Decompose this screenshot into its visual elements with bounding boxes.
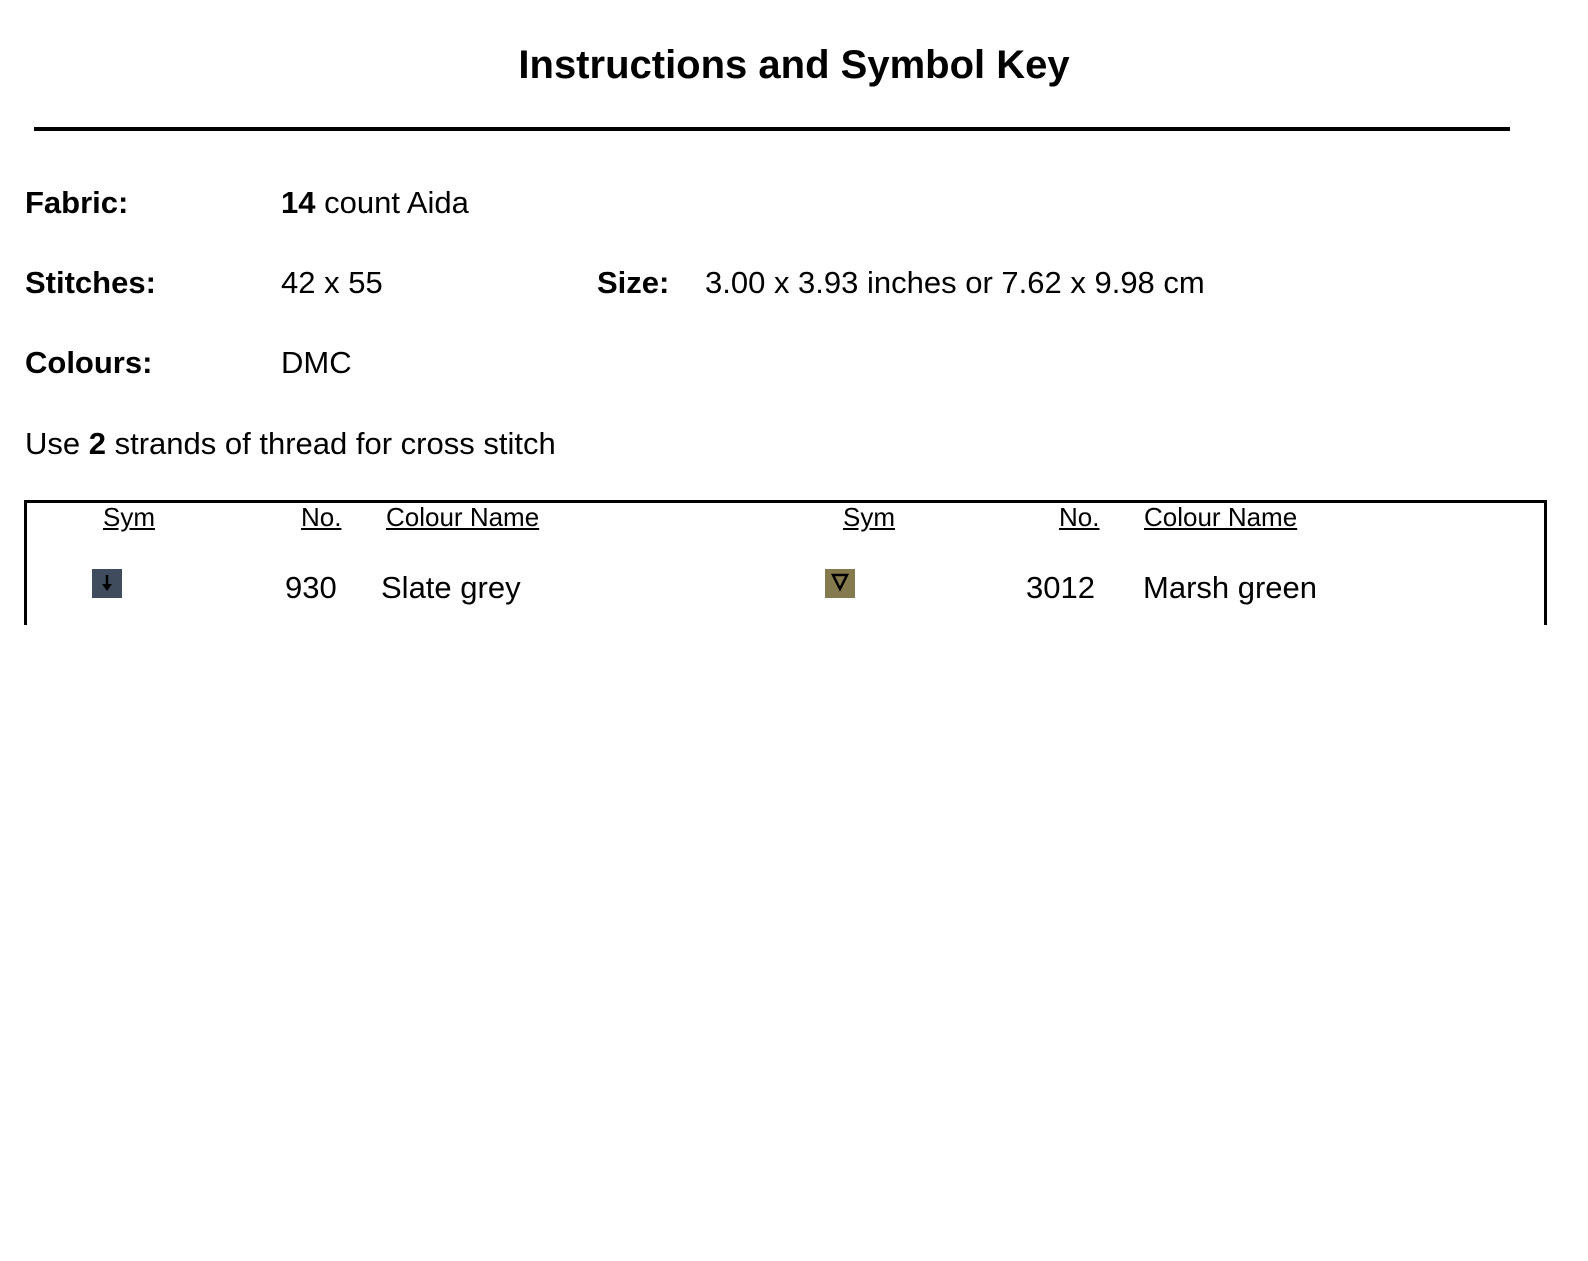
arrow-down-icon [92, 569, 122, 598]
header-no-2: No. [1059, 502, 1100, 532]
header-sym-1: Sym [103, 502, 155, 532]
fabric-value [281, 185, 469, 221]
header-no-1: No. [301, 502, 342, 532]
thread-number-930: 930 [285, 570, 337, 605]
colours-value: DMC [281, 345, 352, 380]
thread-name-marsh-green: Marsh green [1143, 570, 1318, 605]
header-sym-2: Sym [843, 502, 895, 532]
colours-label: Colours: [25, 345, 153, 380]
title-divider [34, 127, 1510, 131]
header-colour-name-1: Colour Name [386, 502, 540, 532]
page-title: Instructions and Symbol Key [518, 43, 1070, 87]
note-strands: 2 [88, 426, 106, 461]
header-colour-name-2: Colour Name [1144, 502, 1298, 532]
thread-number-3012: 3012 [1026, 570, 1095, 605]
size-label: Size: [597, 265, 670, 300]
symbol-key-table [24, 500, 1547, 625]
triangle-down-icon [825, 569, 855, 598]
note-prefix: Use [25, 426, 89, 461]
fabric-count: 14 [281, 185, 316, 220]
stitches-value: 42 x 55 [281, 265, 383, 300]
stitches-label: Stitches: [25, 265, 156, 300]
note-suffix: strands of thread for cross stitch [106, 426, 556, 461]
thread-name-slate-grey: Slate grey [381, 570, 521, 605]
size-value: 3.00 x 3.93 inches or 7.62 x 9.98 cm [705, 265, 1205, 300]
thread-strands-note [25, 426, 556, 462]
fabric-label: Fabric: [25, 185, 129, 220]
fabric-text: count Aida [315, 185, 469, 220]
